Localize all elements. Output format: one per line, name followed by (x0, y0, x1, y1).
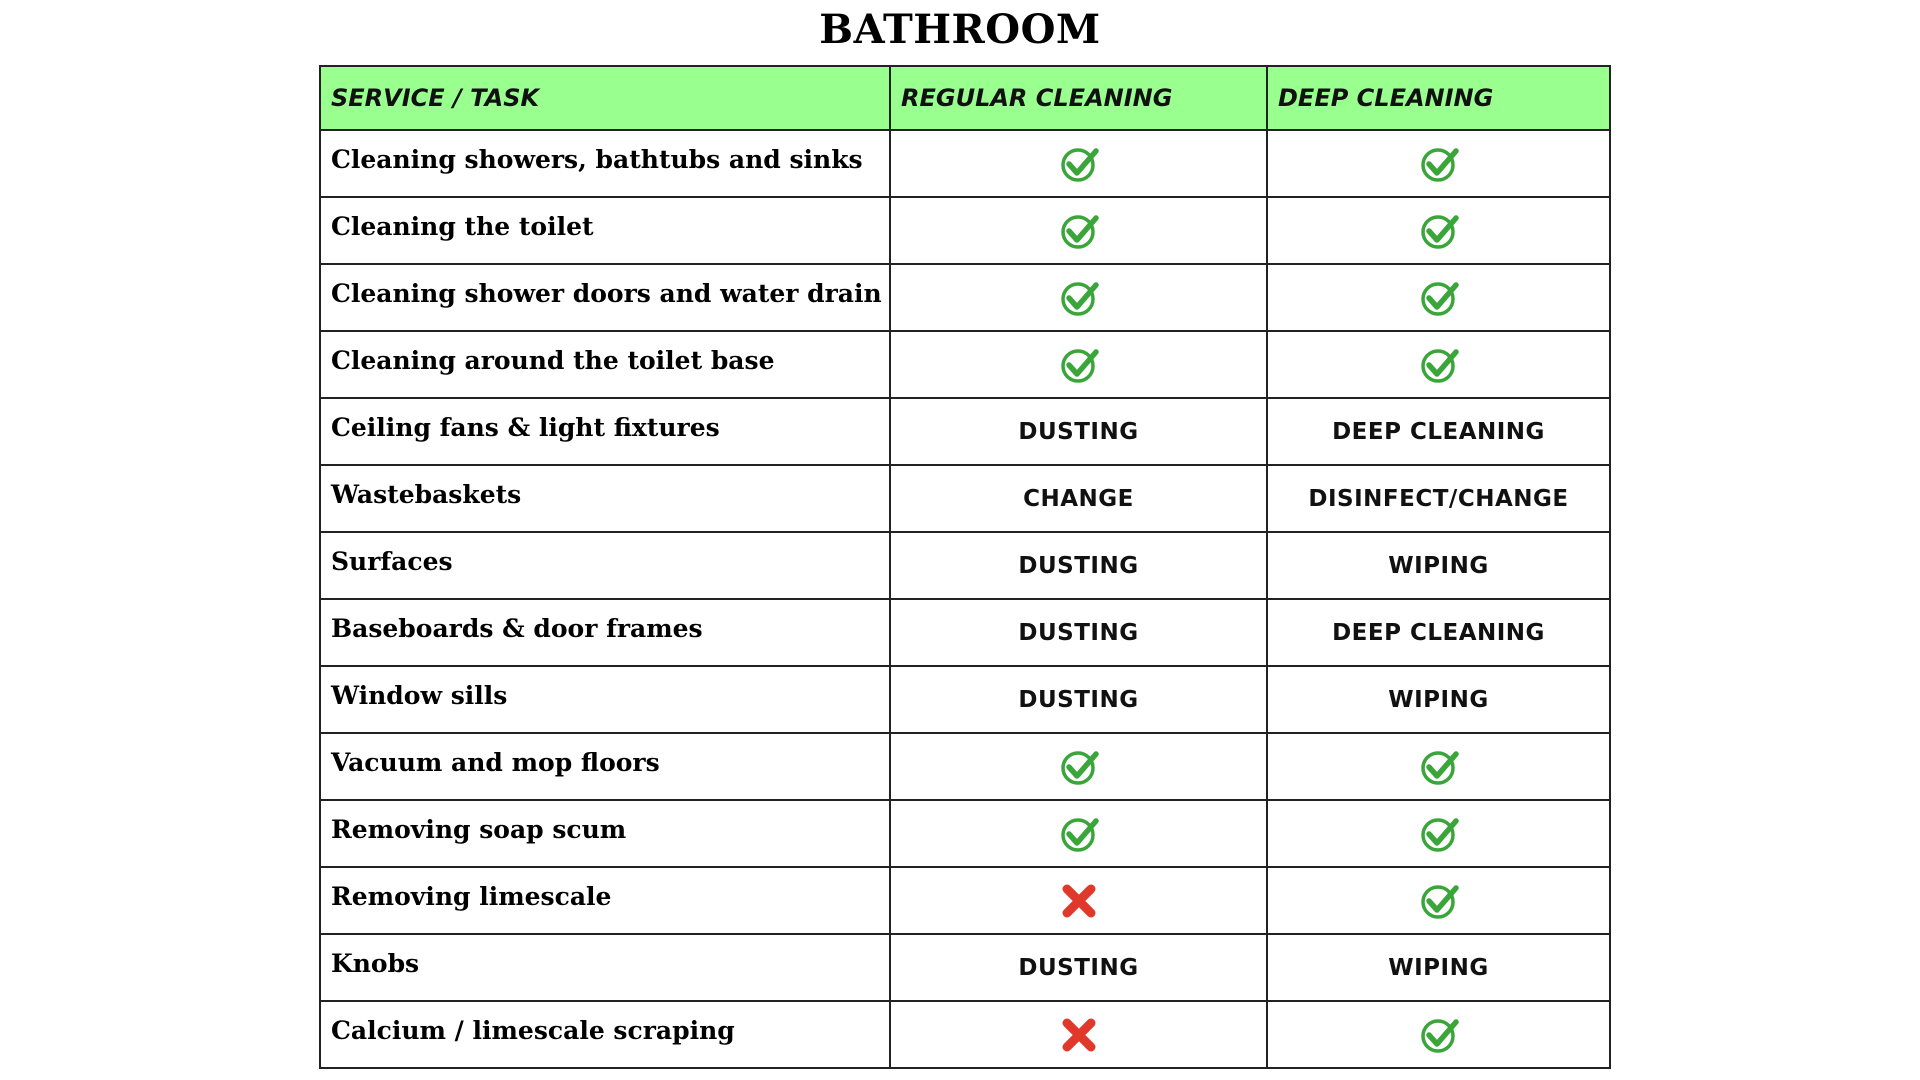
deep-cleaning-value: WIPING (1388, 552, 1489, 579)
column-header-regular-cleaning: REGULAR CLEANING (890, 66, 1267, 130)
regular-cleaning-cell (890, 130, 1267, 197)
deep-cleaning-cell (1267, 331, 1610, 398)
table-row (320, 867, 1610, 934)
table-row (320, 398, 1610, 465)
table-row (320, 599, 1610, 666)
table-row (320, 465, 1610, 532)
deep-cleaning-cell (1267, 398, 1610, 465)
check-icon (1419, 345, 1459, 385)
deep-cleaning-value: DEEP CLEANING (1332, 619, 1545, 646)
regular-cleaning-cell (890, 532, 1267, 599)
regular-cleaning-cell (890, 197, 1267, 264)
cross-icon (1059, 881, 1099, 921)
deep-cleaning-cell (1267, 465, 1610, 532)
check-icon (1419, 1015, 1459, 1055)
task-label: Cleaning showers, bathtubs and sinks (320, 130, 890, 197)
cleaning-comparison-table (319, 65, 1611, 1069)
deep-cleaning-cell (1267, 197, 1610, 264)
deep-cleaning-value: DISINFECT/CHANGE (1308, 485, 1569, 512)
deep-cleaning-value: WIPING (1388, 954, 1489, 981)
table-row (320, 666, 1610, 733)
deep-cleaning-cell (1267, 130, 1610, 197)
table-row (320, 733, 1610, 800)
check-icon (1419, 747, 1459, 787)
table-row (320, 800, 1610, 867)
regular-cleaning-cell (890, 599, 1267, 666)
table-row (320, 197, 1610, 264)
deep-cleaning-cell (1267, 733, 1610, 800)
deep-cleaning-cell (1267, 264, 1610, 331)
check-icon (1419, 881, 1459, 921)
regular-cleaning-cell (890, 264, 1267, 331)
task-label: Wastebaskets (320, 465, 890, 532)
table-row (320, 264, 1610, 331)
task-label: Surfaces (320, 532, 890, 599)
regular-cleaning-value: DUSTING (1018, 686, 1139, 713)
table-row (320, 331, 1610, 398)
check-icon (1059, 747, 1099, 787)
regular-cleaning-cell (890, 666, 1267, 733)
table-row (320, 130, 1610, 197)
regular-cleaning-cell (890, 867, 1267, 934)
regular-cleaning-value: DUSTING (1018, 418, 1139, 445)
check-icon (1059, 814, 1099, 854)
regular-cleaning-cell (890, 733, 1267, 800)
deep-cleaning-cell (1267, 867, 1610, 934)
task-label: Cleaning shower doors and water drain (320, 264, 890, 331)
task-label: Ceiling fans & light fixtures (320, 398, 890, 465)
column-header-deep-cleaning: DEEP CLEANING (1267, 66, 1610, 130)
task-label: Cleaning the toilet (320, 197, 890, 264)
deep-cleaning-cell (1267, 666, 1610, 733)
regular-cleaning-value: DUSTING (1018, 954, 1139, 981)
regular-cleaning-value: DUSTING (1018, 552, 1139, 579)
check-icon (1059, 144, 1099, 184)
deep-cleaning-value: WIPING (1388, 686, 1489, 713)
task-label: Knobs (320, 934, 890, 1001)
table-row (320, 934, 1610, 1001)
task-label: Removing limescale (320, 867, 890, 934)
task-label: Baseboards & door frames (320, 599, 890, 666)
regular-cleaning-cell (890, 331, 1267, 398)
deep-cleaning-cell (1267, 934, 1610, 1001)
page-title: BATHROOM (819, 6, 1101, 53)
regular-cleaning-cell (890, 934, 1267, 1001)
regular-cleaning-cell (890, 398, 1267, 465)
task-label: Removing soap scum (320, 800, 890, 867)
table-row (320, 532, 1610, 599)
check-icon (1059, 345, 1099, 385)
task-label: Calcium / limescale scraping (320, 1001, 890, 1068)
regular-cleaning-cell (890, 800, 1267, 867)
check-icon (1419, 278, 1459, 318)
deep-cleaning-cell (1267, 599, 1610, 666)
table-body (320, 130, 1610, 1068)
deep-cleaning-cell (1267, 800, 1610, 867)
check-icon (1419, 144, 1459, 184)
regular-cleaning-value: CHANGE (1023, 485, 1134, 512)
deep-cleaning-value: DEEP CLEANING (1332, 418, 1545, 445)
deep-cleaning-cell (1267, 1001, 1610, 1068)
check-icon (1059, 211, 1099, 251)
check-icon (1419, 814, 1459, 854)
check-icon (1419, 211, 1459, 251)
regular-cleaning-value: DUSTING (1018, 619, 1139, 646)
check-icon (1059, 278, 1099, 318)
cross-icon (1059, 1015, 1099, 1055)
task-label: Window sills (320, 666, 890, 733)
table-header-row (320, 66, 1610, 130)
table-row (320, 1001, 1610, 1068)
regular-cleaning-cell (890, 465, 1267, 532)
regular-cleaning-cell (890, 1001, 1267, 1068)
column-header-service-task: SERVICE / TASK (320, 66, 890, 130)
task-label: Cleaning around the toilet base (320, 331, 890, 398)
task-label: Vacuum and mop floors (320, 733, 890, 800)
deep-cleaning-cell (1267, 532, 1610, 599)
